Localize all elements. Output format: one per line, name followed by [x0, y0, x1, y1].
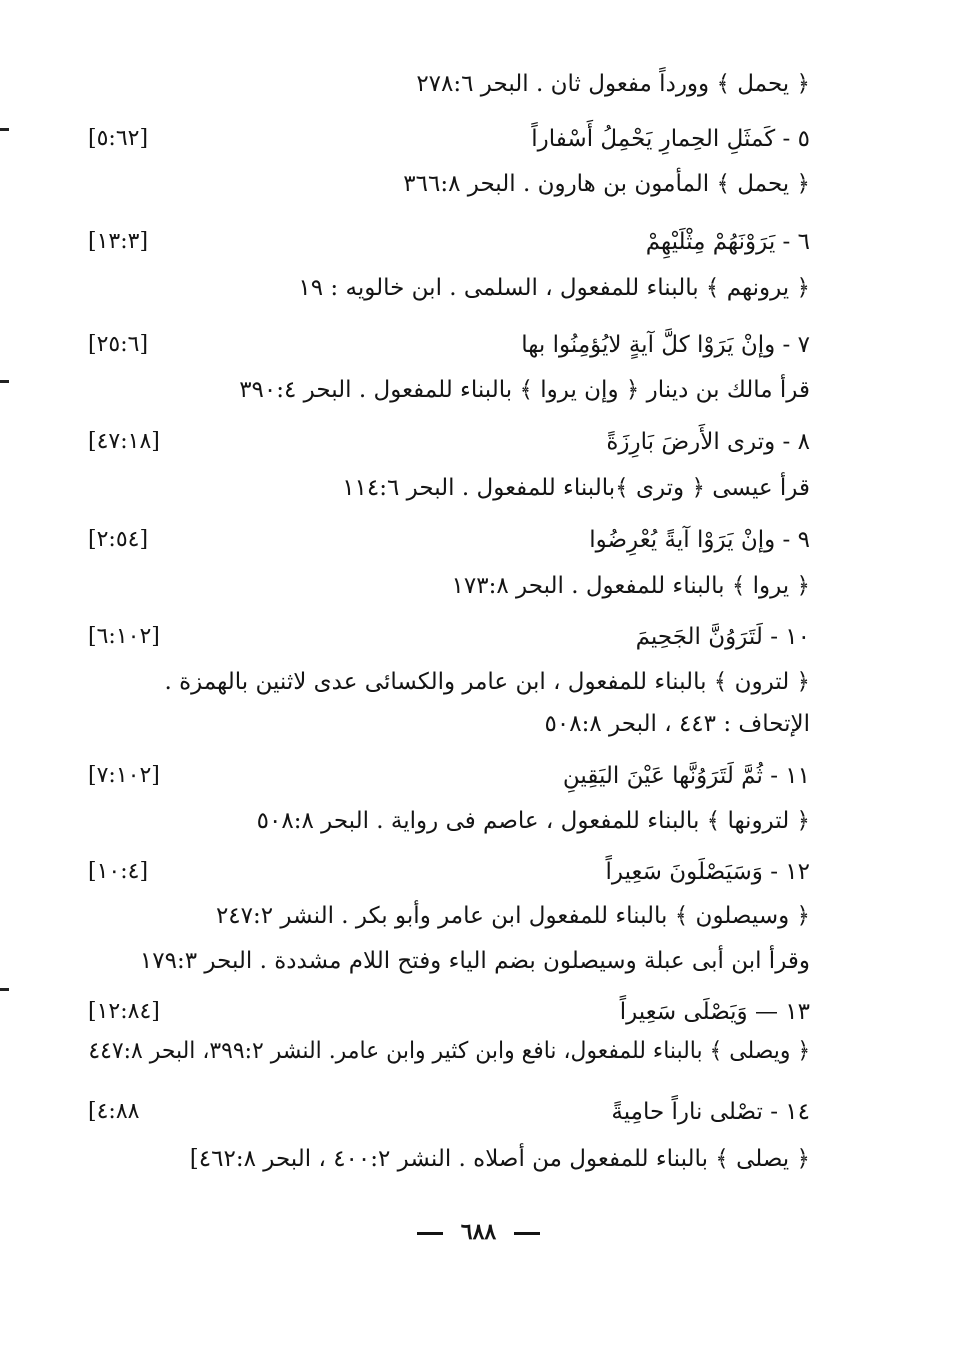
- note-line-7: قرأ مالك بن دينار ﴿ وإن يروا ﴾ بالبناء للمفعول . البحر ٣٩٠:٤: [239, 377, 810, 403]
- verse-line-14: ١٤ - تصْلى ناراً حامِيةً: [611, 1099, 810, 1125]
- note-line-6: ﴿ يرونهم ﴾ بالبناء للمفعول ، السلمى . ابن خالويه : ١٩: [298, 275, 810, 301]
- verse-ref-8: [٤٧:١٨]: [88, 429, 160, 454]
- verse-line-11: ١١ - ثُمَّ لَتَرَوُنَّها عَيْنَ اليَقِينِ: [562, 763, 810, 789]
- verse-line-9: ٩ - وإنْ يَرَوْا آيةً يُعْرِضُوا: [589, 527, 810, 553]
- text-line-1: ﴿ يحمل ﴾ وورداً مفعول ثان . البحر ٢٧٨:٦: [416, 71, 810, 97]
- note-line-11: ﴿ لترونها ﴾ بالبناء للمفعول ، عاصم فى رواية . البحر ٥٠٨:٨: [256, 808, 810, 834]
- verse-line-7: ٧ - وإنْ يَرَوْا كلَّ آيةٍ لايُؤمِنُوا بها: [521, 332, 810, 358]
- verse-ref-9: [٢:٥٤]: [88, 527, 149, 552]
- verse-ref-7: [٢٥:٦]: [88, 332, 149, 357]
- verse-line-10: ١٠ - لَتَرَوُنَّ الجَحِيمَ: [635, 624, 810, 650]
- margin-mark: [0, 988, 9, 991]
- note-line-8: قرأ عيسى ﴿ وترى ﴾بالبناء للمفعول . البحر ١١٤:٦: [342, 475, 810, 501]
- verse-line-12: ١٢ - وَسَيَصْلَونَ سَعِيراً: [605, 859, 810, 885]
- note-line-10b: الإتحاف : ٤٤٣ ، البحر ٥٠٨:٨: [544, 711, 810, 737]
- verse-ref-12: [١٠:٤]: [88, 859, 149, 884]
- note-line-13: ﴿ ويصلى ﴾ بالبناء للمفعول، نافع وابن كثير وابن عامر. النشر ٣٩٩:٢، البحر ٤٤٧:٨: [88, 1038, 810, 1064]
- note-line-5: ﴿ يحمل ﴾ المأمون بن هارون . البحر ٣٦٦:٨: [403, 171, 810, 197]
- folio-dash-left: [514, 1232, 540, 1235]
- verse-ref-10: [٦:١٠٢]: [88, 624, 160, 649]
- verse-ref-11: [٧:١٠٢]: [88, 763, 160, 788]
- verse-ref-14: [٤:٨٨: [88, 1099, 140, 1124]
- note-line-14: ﴿ يصلى ﴾ بالبناء للمفعول من أصلاه . النشر ٤٠٠:٢ ، البحر ٤٦٢:٨]: [189, 1146, 810, 1172]
- verse-line-8: ٨ - وترى الأَرضَ بَارِزَةً: [606, 429, 810, 455]
- verse-ref-6: [١٣:٣]: [88, 229, 149, 254]
- page-number-text: ٦٨٨: [460, 1219, 497, 1245]
- folio-dash-right: [417, 1232, 443, 1235]
- page-number: [0, 1212, 957, 1252]
- note-line-10: ﴿ لترون ﴾ بالبناء للمفعول ، ابن عامر والكسائى عدى لاثنين بالهمزة .: [164, 669, 810, 695]
- verse-line-5: ٥ - كَمثَلِ الحِمارِ يَحْمِلُ أَسْفاراً: [531, 126, 810, 152]
- verse-ref-5: [٥:٦٢]: [88, 126, 149, 151]
- note-line-9: ﴿ يروا ﴾ بالبناء للمفعول . البحر ١٧٣:٨: [451, 573, 810, 599]
- margin-mark: [0, 380, 9, 383]
- note-line-12: ﴿ وسيصلون ﴾ بالبناء للمفعول ابن عامر وأبو بكر . النشر ٢٤٧:٢: [215, 903, 810, 929]
- margin-mark: [0, 128, 9, 131]
- verse-line-6: ٦ - يَرَوْنَهُمْ مِثْلَيْهِمْ: [645, 229, 810, 255]
- note-line-12b: وقرأ ابن أبى عبلة وسيصلون بضم الياء وفتح اللام مشددة . البحر ١٧٩:٣: [139, 948, 810, 974]
- verse-line-13: ١٣ — وَيَصْلَى سَعِيراً: [619, 999, 810, 1025]
- verse-ref-13: [١٢:٨٤]: [88, 999, 160, 1024]
